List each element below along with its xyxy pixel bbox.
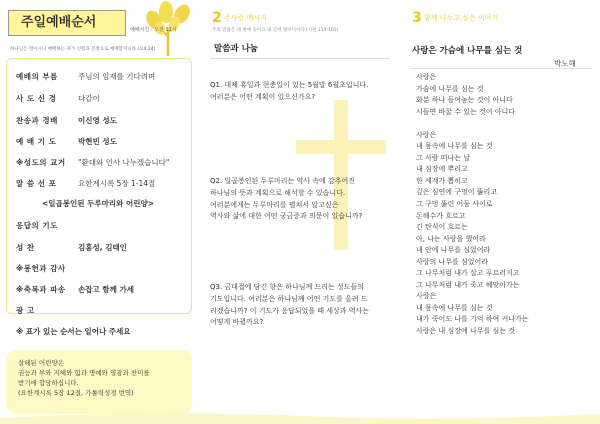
poem-body (416, 72, 592, 338)
poem-line: 사랑은 (416, 292, 437, 301)
verse-line: 살해된 어린양은 (18, 359, 65, 367)
order-row: 사 도 신 경 다같이 (16, 94, 100, 103)
poem-line: 그 사람 떠나는 날 (416, 153, 471, 162)
section-header (412, 10, 498, 26)
poem-line: 내가 죽어도 나를 기억 하여 커나가는 (416, 315, 529, 324)
section-header (212, 10, 267, 26)
poem-line: 긴 탄식이 흐르는 (416, 223, 468, 232)
poem-line: 그 나무처럼 내가 죽고 헤맞아가는 (416, 280, 520, 289)
poem-line: 한 세계가 뽑히고 (416, 176, 468, 185)
poem-title: 사랑은 가슴에 나무를 심는 것 (412, 46, 523, 56)
poem-line: 아, 나는 사랑을 했어라 (416, 234, 486, 243)
header-label: 함께 나누고 싶은 이야기 (423, 14, 499, 22)
order-row: 응답의 기도 (16, 221, 58, 230)
poem-line: 시들면 바꿀 수 있는 것이 아니다 (416, 107, 516, 116)
poem-line: 화분 하나 들여놓는 것이 아니다 (416, 96, 513, 105)
order-row: 말 씀 선 포 요한계시록 5장 1-14절 (16, 179, 156, 188)
verse-line: 받기에 합당하십니다. (18, 379, 79, 387)
question-line: Q2. 일곱봉인된 두루마리는 역사 속에 감추어진 (210, 177, 356, 185)
header-number: 2 (212, 10, 222, 26)
order-row: 광 고 (16, 306, 35, 315)
panel-story (400, 0, 600, 424)
verse-line: (요한계시록 5장 12절, 가톨릭성경 번역) (18, 389, 134, 397)
panel-message (200, 0, 400, 424)
poem-line: 내 몸속에 나무를 심는 것 (416, 303, 493, 312)
question-line: 리겠습니까? 이 기도가 응답되었을 때 세상과 역사는 (210, 306, 370, 315)
header-number: 3 (412, 10, 422, 26)
order-row: ※봉헌과 감사 (16, 264, 66, 273)
poem-line: 돈해수가 흐르고 (416, 211, 466, 220)
question-line: 어떻게 바뀔까요? (210, 318, 264, 327)
poem-line: 사랑은 (416, 73, 437, 81)
bottom-wave-decoration (0, 404, 600, 424)
standing-note: ※ 표가 있는 순서는 일어나 주세요 (16, 327, 131, 336)
question-1 (210, 80, 390, 104)
order-row: 예배의 부름 주님의 임재를 기다려며 (16, 72, 156, 81)
header-sub: 주의 말씀은 내 발에 등이요 내 길에 빛이니이다 (시편 119:105) (212, 28, 339, 33)
title-underline (410, 68, 592, 69)
order-row: 찬송과 경배 이신영 성도 (16, 116, 117, 125)
poem-line: 그 나무처럼 내가 살고 푸르러지고 (416, 269, 520, 278)
question-line: 기도입니다. 여러분은 하나님께 어떤 기도를 올려 드 (210, 294, 368, 303)
worship-time: 예배시간 : 오전 11시 (130, 27, 177, 33)
section-title: 말씀과 나눔 (214, 44, 259, 54)
question-line: Q1. 대체 휴일과 현충일이 있는 5월말 6월초입니다. (210, 81, 369, 89)
poem-author: 박노해 (554, 59, 576, 68)
question-line: Q3. 금대접에 담긴 향은 하나님께 드리는 성도들의 (210, 283, 365, 291)
sermon-title: <일곱봉인된 두루마리와 어린양> (42, 199, 154, 208)
poem-line: 내 안에 나무를 심었어라 (416, 246, 491, 255)
poem-line: 가슴에 나무를 심는 것 (416, 84, 484, 93)
question-line: 여러분은 어떤 계획이 있으신가요? (210, 92, 316, 101)
title-underline (210, 58, 390, 59)
order-row: ※성도의 교거 "환대와 인사 나누겠습니다" (16, 158, 170, 167)
order-row: 예 배 기 도 박현빈 성도 (16, 137, 117, 146)
question-line: 역사와 삶에 대한 어떤 궁금증과 의문이 있습니까? (210, 212, 363, 221)
order-row: 성 찬 김홍성, 김태인 (16, 243, 127, 252)
poem-line: 내 몸속에 나무를 심는 것 (416, 142, 493, 151)
question-line: 여러분에게는 두루마리를 펼쳐서 알고싶은 (210, 200, 339, 209)
order-row: ※축복과 파송 손잡고 함께 가세 (16, 285, 134, 294)
poem-line: 그 구멍 뚫린 어둠 사이로 (416, 200, 493, 209)
poem-line: 사랑의 나무를 심었어라 (416, 257, 489, 266)
question-2 (210, 176, 390, 223)
poem-line: 사랑은 내 심장에 나무를 심는 것 (416, 327, 516, 336)
page-title: 주일예배순서 (8, 10, 126, 36)
poem-line: 사랑은 (416, 130, 437, 139)
poem-line (416, 118, 592, 130)
cross-decoration-icon (296, 100, 386, 250)
header-label: 주사랑 메시지 (223, 14, 267, 22)
top-verse: 하나님은 영이시니 예배하는 자가 신령과 진정으로 예배할지니라 (요4:24) (10, 47, 156, 52)
poem-line: 내 심장에 뿌리고 (416, 165, 468, 174)
verse-line: 권능과 부와 지혜와 힘과 명예와 영광과 찬미를 (18, 369, 150, 377)
panel-worship-order (0, 0, 200, 424)
poem-line: 깊은 심연에 구멍이 뚫리고 (416, 188, 498, 197)
question-3 (210, 282, 390, 329)
question-line: 하나님의 뜻과 계획으로 해석할 수 있습니다. (210, 188, 346, 197)
